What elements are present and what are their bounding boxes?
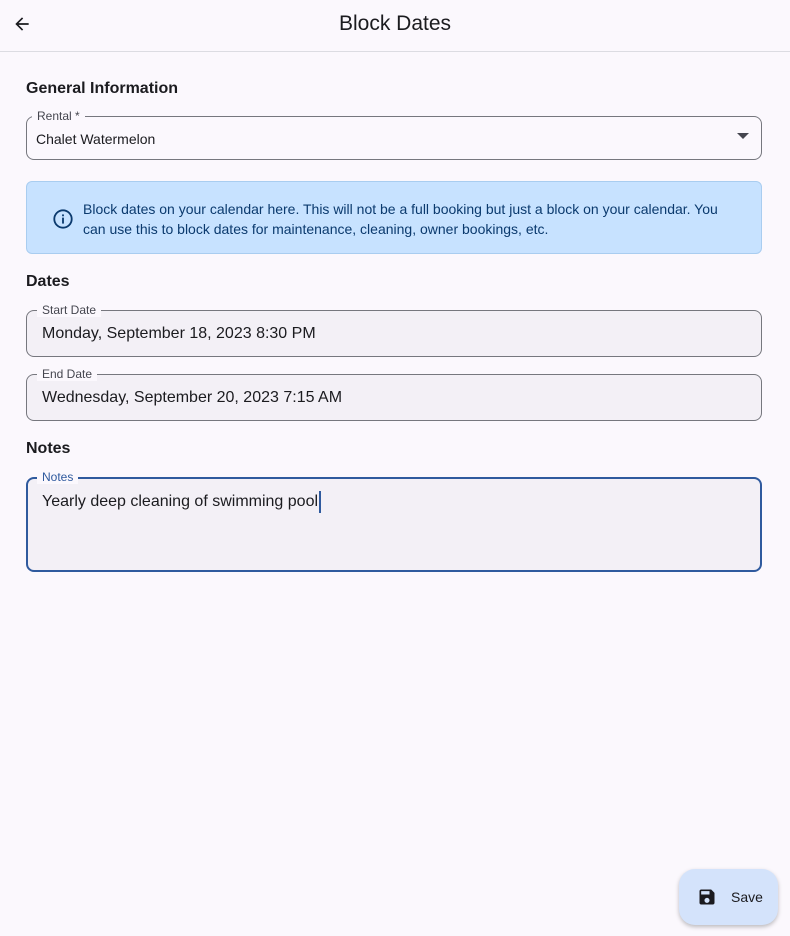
save-icon <box>697 887 717 907</box>
end-date-field[interactable] <box>26 367 762 421</box>
end-date-label: End Date <box>37 367 97 381</box>
notes-value: Yearly deep cleaning of swimming pool <box>42 493 319 511</box>
page-title: Block Dates <box>338 12 452 35</box>
rental-value: Chalet Watermelon <box>36 131 156 147</box>
notes-label: Notes <box>37 470 78 484</box>
notes-heading: Notes <box>26 440 71 457</box>
end-date-value: Wednesday, September 20, 2023 7:15 AM <box>42 389 343 406</box>
start-date-label: Start Date <box>37 303 101 317</box>
info-banner <box>26 181 762 254</box>
general-information-heading: General Information <box>26 80 179 97</box>
dates-heading: Dates <box>26 273 70 290</box>
notes-input[interactable] <box>42 491 742 513</box>
notes-field[interactable] <box>26 470 762 572</box>
rental-select[interactable] <box>26 109 762 160</box>
start-date-field[interactable] <box>26 303 762 357</box>
save-button[interactable] <box>679 869 778 925</box>
start-date-value: Monday, September 18, 2023 8:30 PM <box>42 325 316 342</box>
app-bar <box>0 0 790 52</box>
text-cursor <box>319 491 321 513</box>
dropdown-arrow-icon[interactable] <box>737 133 749 139</box>
save-label: Save <box>731 889 763 905</box>
info-text: Block dates on your calendar here. This will not be a full booking but just a block on your calendar. You can use this to block dates for maintenance, cleaning, owner bookings, etc. <box>83 201 718 237</box>
info-icon <box>52 208 74 230</box>
rental-label: Rental * <box>32 109 85 123</box>
